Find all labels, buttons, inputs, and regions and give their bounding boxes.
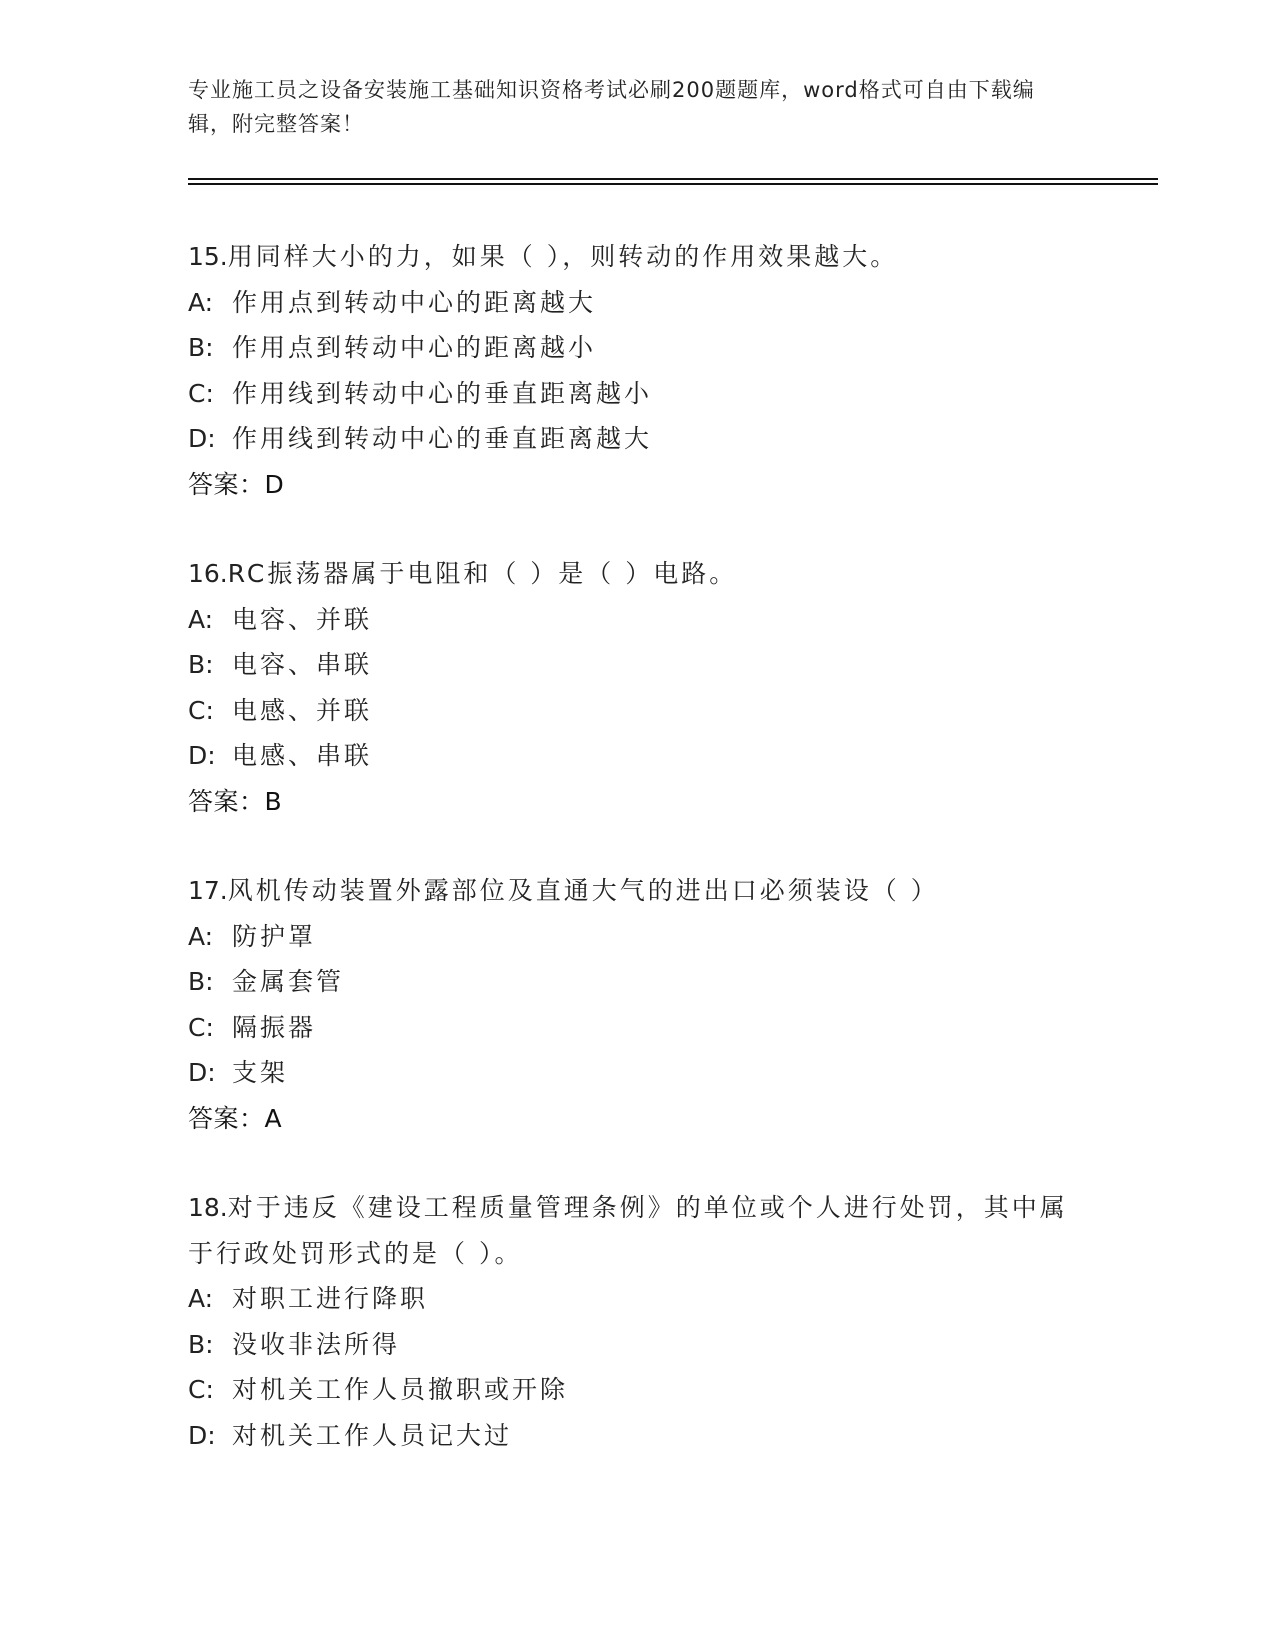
question-text: 用同样大小的力，如果（ ），则转动的作用效果越大。 bbox=[227, 242, 899, 271]
option-a bbox=[188, 1276, 1088, 1322]
option-key: D: bbox=[188, 741, 216, 770]
option-c bbox=[188, 371, 1088, 417]
question-15 bbox=[188, 234, 1088, 507]
option-key: B: bbox=[188, 1329, 214, 1359]
option-text: 对职工进行降职 bbox=[232, 1284, 429, 1313]
option-c bbox=[188, 688, 1088, 734]
question-number: 18. bbox=[188, 1193, 228, 1222]
question-16 bbox=[188, 551, 1088, 824]
option-d bbox=[188, 416, 1088, 462]
question-stem bbox=[188, 551, 1088, 597]
question-stem bbox=[188, 1185, 1068, 1276]
option-d bbox=[188, 733, 1088, 779]
question-18 bbox=[188, 1185, 1088, 1458]
option-key: A: bbox=[188, 287, 214, 317]
question-list bbox=[188, 234, 1088, 1502]
option-text: 支架 bbox=[232, 1058, 289, 1087]
option-text: 作用线到转动中心的垂直距离越大 bbox=[232, 424, 653, 453]
question-number: 15. bbox=[188, 242, 228, 271]
question-stem bbox=[188, 868, 1088, 914]
option-key: B: bbox=[188, 333, 214, 362]
option-text: 没收非法所得 bbox=[232, 1329, 401, 1359]
option-key: C: bbox=[188, 695, 214, 725]
option-text: 电感、串联 bbox=[232, 741, 373, 770]
question-number: 16. bbox=[188, 559, 228, 588]
answer-line: 答案：A bbox=[188, 1103, 283, 1133]
option-key: C: bbox=[188, 1375, 214, 1404]
question-stem bbox=[188, 234, 1088, 280]
option-b bbox=[188, 642, 1088, 688]
option-a bbox=[188, 280, 1088, 326]
option-key: B: bbox=[188, 650, 214, 679]
option-b bbox=[188, 959, 1088, 1005]
option-key: B: bbox=[188, 967, 214, 996]
option-text: 对机关工作人员记大过 bbox=[232, 1420, 513, 1450]
option-text: 金属套管 bbox=[232, 967, 345, 996]
option-text: 作用点到转动中心的距离越小 bbox=[232, 333, 597, 362]
document-header-note: 专业施工员之设备安装施工基础知识资格考试必刷200题题库，word格式可自由下载编辑，附完整答案！ bbox=[188, 78, 1035, 136]
option-key: D: bbox=[188, 1058, 216, 1087]
option-text: 电容、并联 bbox=[232, 604, 373, 634]
header-divider-bottom bbox=[188, 183, 1158, 185]
option-key: D: bbox=[188, 424, 216, 453]
question-number: 17. bbox=[188, 876, 228, 905]
option-key: A: bbox=[188, 921, 214, 951]
option-text: 防护罩 bbox=[232, 921, 317, 951]
option-a bbox=[188, 597, 1088, 643]
question-text: RC振荡器属于电阻和（ ）是（ ）电路。 bbox=[227, 559, 738, 588]
question-text: 对于违反《建设工程质量管理条例》的单位或个人进行处罚，其中属于行政处罚形式的是（ ）。 bbox=[188, 1193, 1068, 1268]
option-text: 电感、并联 bbox=[232, 695, 373, 725]
option-key: C: bbox=[188, 1012, 214, 1042]
option-text: 电容、串联 bbox=[232, 650, 373, 679]
option-text: 作用线到转动中心的垂直距离越小 bbox=[232, 378, 653, 408]
option-d bbox=[188, 1413, 1088, 1459]
option-key: C: bbox=[188, 378, 214, 408]
option-c bbox=[188, 1005, 1088, 1051]
option-a bbox=[188, 914, 1088, 960]
question-17 bbox=[188, 868, 1088, 1141]
option-d bbox=[188, 1050, 1088, 1096]
option-key: A: bbox=[188, 1284, 214, 1313]
option-text: 隔振器 bbox=[232, 1012, 317, 1042]
option-b bbox=[188, 325, 1088, 371]
option-b bbox=[188, 1322, 1088, 1368]
option-text: 作用点到转动中心的距离越大 bbox=[232, 287, 597, 317]
option-text: 对机关工作人员撤职或开除 bbox=[232, 1375, 569, 1404]
header-divider-top bbox=[188, 178, 1158, 180]
option-key: D: bbox=[188, 1420, 216, 1450]
answer-line: 答案：B bbox=[188, 786, 283, 816]
option-key: A: bbox=[188, 604, 214, 634]
question-text: 风机传动装置外露部位及直通大气的进出口必须装设（ ） bbox=[227, 876, 939, 905]
option-c bbox=[188, 1367, 1088, 1413]
answer-line: 答案：D bbox=[188, 469, 285, 499]
